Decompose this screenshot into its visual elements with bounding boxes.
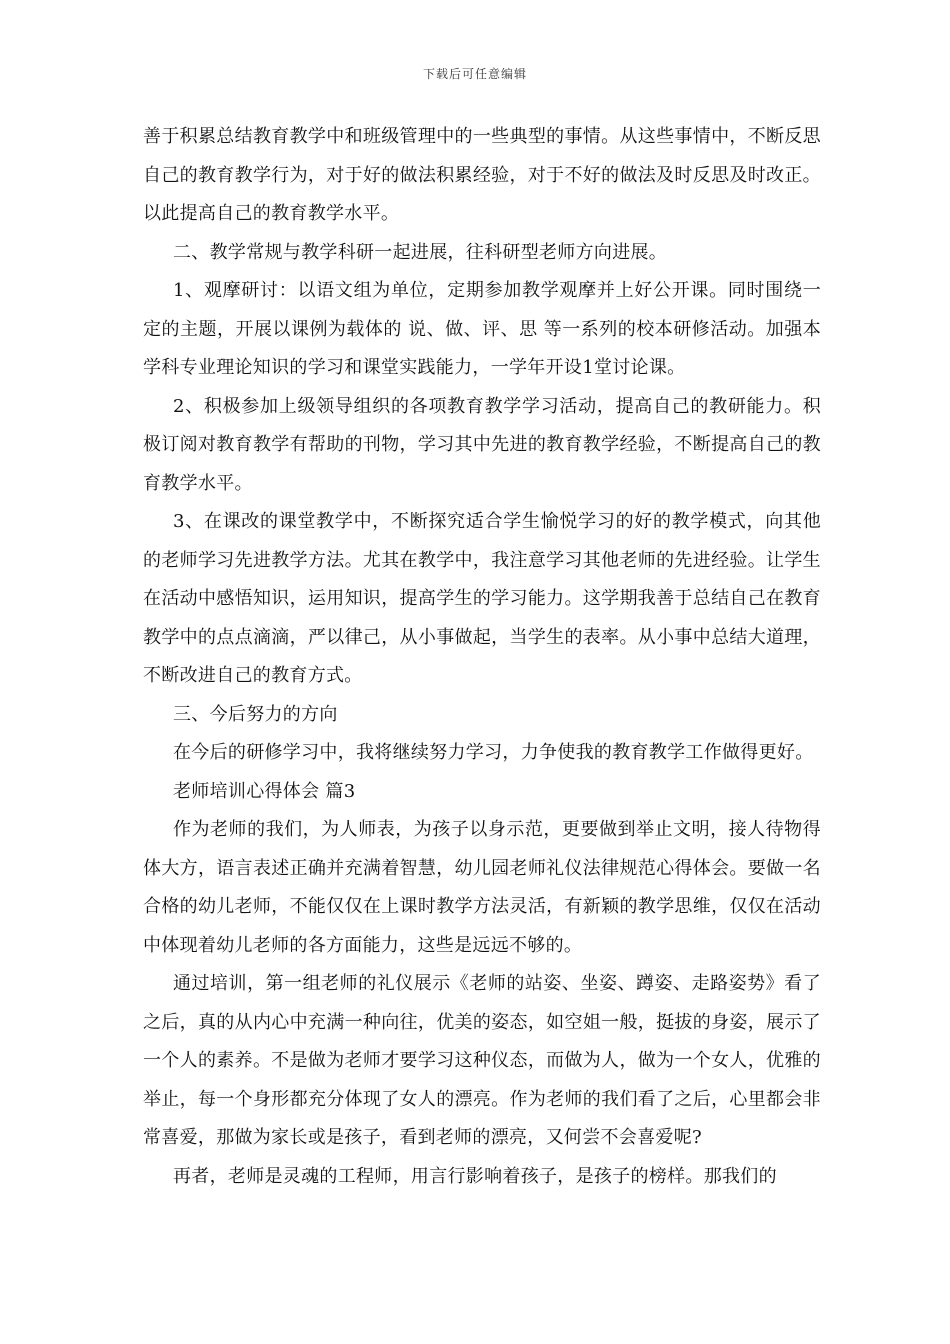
section-heading: 二、教学常规与教学科研一起进展，往科研型老师方向进展。 <box>173 241 668 263</box>
paragraph: 1、观摩研讨：以语文组为单位，定期参加教学观摩并上好公开课。同时围绕一定的主题，开展以课例为载体的 说、做、评、思 等一系列的校本研修活动。加强本学科专业理论知识的学习和课堂实践能力，一学年开设1堂讨论课。 <box>143 280 821 378</box>
section-heading: 三、今后努力的方向 <box>173 703 338 725</box>
paragraph: 善于积累总结教育教学中和班级管理中的一些典型的事情。从这些事情中，不断反思自己的教育教学行为，对于好的做法积累经验，对于不好的做法及时反思及时改正。以此提高自己的教育教学水平。 <box>143 126 821 224</box>
document-body <box>143 118 821 1196</box>
article-title: 老师培训心得体会 篇3 <box>173 780 356 802</box>
paragraph: 在今后的研修学习中，我将继续努力学习，力争使我的教育教学工作做得更好。 <box>173 742 814 763</box>
page-header: 下载后可任意编辑 <box>422 67 527 81</box>
paragraph: 再者，老师是灵魂的工程师，用言行影响着孩子，是孩子的榜样。那我们的 <box>173 1165 777 1187</box>
paragraph: 2、积极参加上级领导组织的各项教育教学学习活动，提高自己的教研能力。积极订阅对教育教学有帮助的刊物，学习其中先进的教育教学经验，不断提高自己的教育教学水平。 <box>143 395 821 494</box>
paragraph: 3、在课改的课堂教学中，不断探究适合学生愉悦学习的好的教学模式，向其他的老师学习先进教学方法。尤其在教学中，我注意学习其他老师的先进经验。让学生在活动中感悟知识，运用知识，提高学生的学习能力。这学期我善于总结自己在教育教学中的点点滴滴，严以律己，从小事做起，当学生的表率。从小事中总结大道理，不断改进自己的教育方式。 <box>143 511 821 686</box>
paragraph: 通过培训，第一组老师的礼仪展示《老师的站姿、坐姿、蹲姿、走路姿势》看了之后，真的从内心中充满一种向往，优美的姿态，如空姐一般，挺拔的身姿，展示了一个人的素养。不是做为老师才要学习这种仪态，而做为人，做为一个女人，优雅的举止，每一个身形都充分体现了女人的漂亮。作为老师的我们看了之后，心里都会非常喜爱，那做为家长或是孩子，看到老师的漂亮，又何尝不会喜爱呢? <box>143 973 821 1148</box>
paragraph: 作为老师的我们，为人师表，为孩子以身示范，更要做到举止文明，接人待物得体大方，语言表述正确并充满着智慧，幼儿园老师礼仪法律规范心得体会。要做一名合格的幼儿老师，不能仅仅在上课时教学方法灵活，有新颖的教学思维，仅仅在活动中体现着幼儿老师的各方面能力，这些是远远不够的。 <box>143 819 821 956</box>
